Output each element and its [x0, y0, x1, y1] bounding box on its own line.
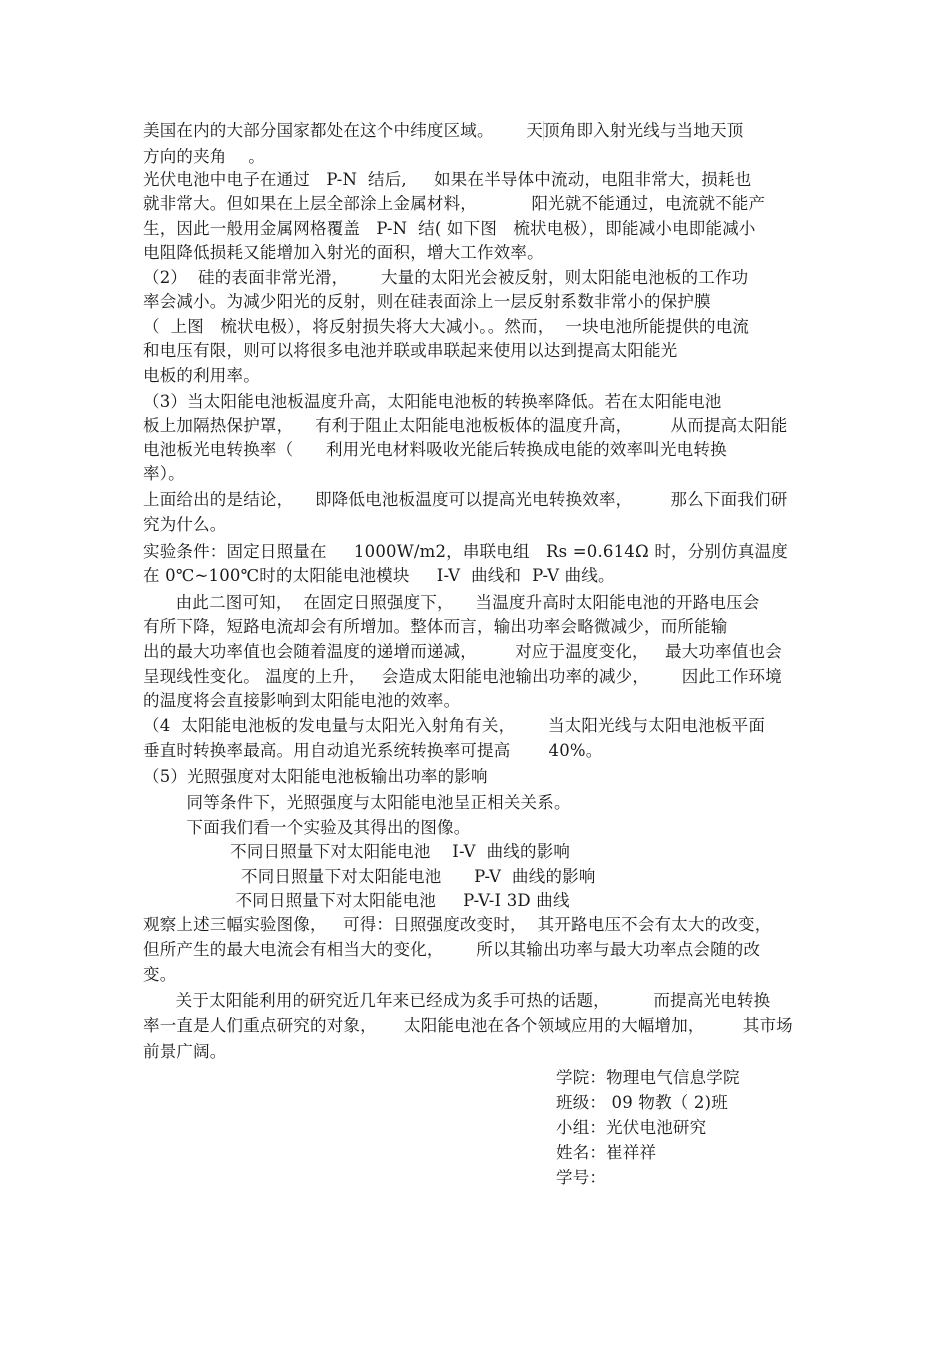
body-line: 垂直时转换率最高。用自动追光系统转换率可提高 40%。 — [143, 741, 603, 760]
body-line: （5）光照强度对太阳能电池板输出功率的影响 — [143, 767, 488, 786]
signature-student-id: 学号： — [556, 1168, 607, 1187]
body-line: 就非常大。但如果在上层全部涂上金属材料， 阳光就不能通过，电流就不能产 — [143, 194, 766, 213]
body-line: 变。 — [143, 965, 177, 984]
body-line: 光伏电池中电子在通过 P-N 结后, 如果在半导体中流动，电阻非常大，损耗也 — [143, 170, 752, 189]
body-line: 生，因此一般用金属网格覆盖 P-N 结( 如下图 梳状电极），即能减小电即能减小 — [143, 219, 756, 238]
body-line: 电池板光电转换率（ 利用光电材料吸收光能后转换成电能的效率叫光电转换 — [143, 440, 727, 459]
body-line: 观察上述三幅实验图像， 可得：日照强度改变时， 其开路电压不会有太大的改变， — [143, 915, 772, 934]
body-line: 板上加隔热保护罩， 有利于阻止太阳能电池板板体的温度升高， 从而提高太阳能 — [143, 416, 788, 435]
body-line: 前景广阔。 — [143, 1042, 227, 1061]
figure-caption: 不同日照量下对太阳能电池 P-V-I 3D 曲线 — [143, 891, 570, 910]
body-line: （4 太阳能电池板的发电量与太阳光入射角有关， 当太阳光线与太阳电池板平面 — [143, 716, 766, 735]
body-line: （ 上图 梳状电极），将反射损失将大大减小。。然而， 一块电池所能提供的电流 — [143, 317, 750, 336]
body-line: 同等条件下，光照强度与太阳能电池呈正相关关系。 — [143, 793, 571, 812]
signature-group: 小组：光伏电池研究 — [556, 1118, 707, 1137]
body-line: 电阻降低损耗又能增加入射光的面积，增大工作效率。 — [143, 243, 544, 262]
body-line: 究为什么。 — [143, 515, 227, 534]
body-line: 由此二图可知， 在固定日照强度下， 当温度升高时太阳能电池的开路电压会 — [143, 593, 760, 612]
signature-class: 班级： 09 物教（ 2)班 — [556, 1093, 728, 1112]
body-line: 在 0℃~100℃时的太阳能电池模块 I-V 曲线和 P-V 曲线。 — [143, 566, 615, 585]
body-line: 和电压有限，则可以将很多电池并联或串联起来使用以达到提高太阳能光 — [143, 341, 678, 360]
figure-caption: 不同日照量下对太阳能电池 P-V 曲线的影响 — [143, 867, 596, 886]
body-line: 电板的利用率。 — [143, 366, 260, 385]
body-line: 关于太阳能利用的研究近几年来已经成为炙手可热的话题， 而提高光电转换 — [143, 991, 771, 1010]
body-line: 实验条件：固定日照量在 1000W/m2，串联电组 Rs =0.614Ω 时，分别仿真温度 — [143, 542, 788, 561]
body-line: （2） 硅的表面非常光滑， 大量的太阳光会被反射，则太阳能电池板的工作功 — [143, 268, 749, 287]
figure-caption: 不同日照量下对太阳能电池 I-V 曲线的影响 — [143, 842, 571, 861]
body-line: 呈现线性变化。 温度的上升， 会造成太阳能电池输出功率的减少， 因此工作环境 — [143, 667, 782, 686]
body-line: 下面我们看一个实验及其得出的图像。 — [143, 818, 471, 837]
signature-name: 姓名：崔祥祥 — [556, 1143, 657, 1162]
body-line: 率会减小。为减少阳光的反射，则在硅表面涂上一层反射系数非常小的保护膜 — [143, 292, 711, 311]
body-line: 率一直是人们重点研究的对象， 太阳能电池在各个领域应用的大幅增加， 其市场 — [143, 1016, 793, 1035]
body-line: 方向的夹角 。 — [143, 147, 265, 166]
body-line: 的温度将会直接影响到太阳能电池的效率。 — [143, 691, 461, 710]
body-line: 上面给出的是结论， 即降低电池板温度可以提高光电转换效率， 那么下面我们研 — [143, 490, 788, 509]
body-line: 美国在内的大部分国家都处在这个中纬度区域。 天顶角即入射光线与当地天顶 — [143, 121, 744, 140]
signature-college: 学院：物理电气信息学院 — [556, 1068, 740, 1087]
body-line: 但所产生的最大电流会有相当大的变化， 所以其输出功率与最大功率点会随的改 — [143, 940, 761, 959]
body-line: 出的最大功率值也会随着温度的递增而递减， 对应于温度变化， 最大功率值也会 — [143, 642, 782, 661]
body-line: （3）当太阳能电池板温度升高，太阳能电池板的转换率降低。若在太阳能电池 — [143, 392, 722, 411]
body-line: 率）。 — [143, 464, 185, 483]
body-line: 有所下降，短路电流却会有所增加。整体而言，输出功率会略微减少，而所能输 — [143, 617, 728, 636]
